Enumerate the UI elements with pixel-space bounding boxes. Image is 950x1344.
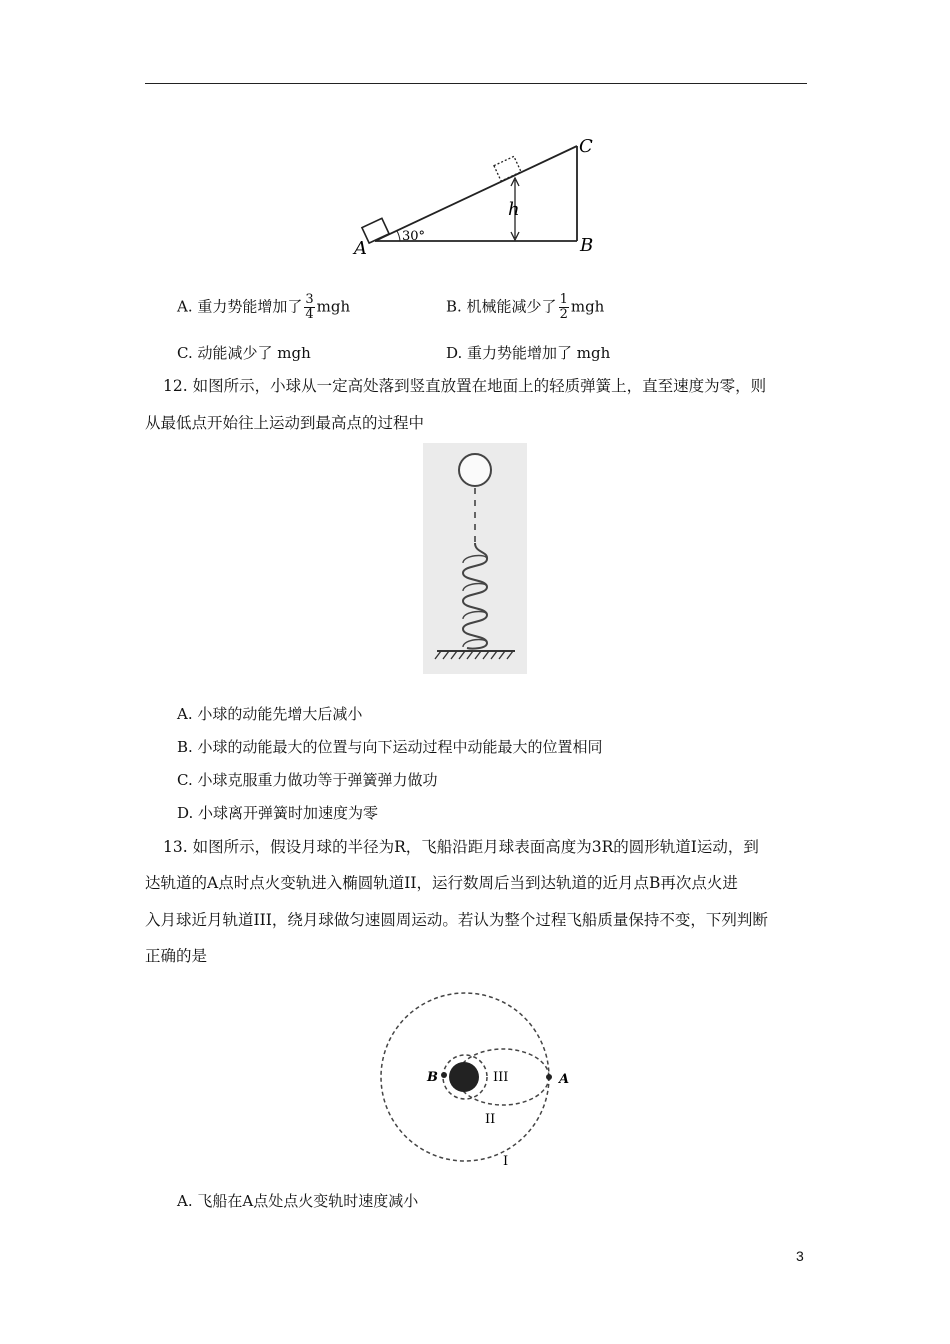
orbit-figure: [375, 983, 585, 1173]
label-I: I: [503, 1154, 509, 1169]
label-B: B: [580, 235, 594, 256]
label-II: II: [485, 1112, 496, 1127]
q13-line4: 正确的是: [145, 947, 208, 965]
q12-option-b: B. 小球的动能最大的位置与向下运动过程中动能最大的位置相同: [177, 738, 603, 756]
q12-option-c: C. 小球克服重力做功等于弹簧弹力做功: [177, 771, 438, 789]
q11-option-a: A. 重力势能增加了 $\frac{3}{4}$ mgh: [177, 292, 351, 322]
q13-option-a: A. 飞船在A点处点火变轨时速度减小: [177, 1192, 419, 1210]
label-III: III: [493, 1070, 509, 1085]
q12-line2: 从最低点开始往上运动到最高点的过程中: [145, 414, 425, 432]
label-A: A: [354, 238, 367, 259]
q12-option-d: D. 小球离开弹簧时加速度为零: [177, 804, 379, 822]
label-h: h: [508, 199, 520, 220]
q12-line1: 12. 如图所示，小球从一定高处落到竖直放置在地面上的轻质弹簧上，直至速度为零，则: [163, 377, 767, 395]
angle-label: 30°: [402, 229, 426, 244]
label-B: B: [427, 1070, 438, 1085]
label-C: C: [579, 136, 593, 157]
label-A: A: [559, 1072, 570, 1087]
q11-option-c: C. 动能减少了 mgh: [177, 344, 311, 362]
q13-line3: 入月球近月轨道III，绕月球做匀速圆周运动。若认为整个过程飞船质量保持不变，下列判断: [145, 911, 768, 929]
q12-option-a: A. 小球的动能先增大后减小: [177, 705, 363, 723]
q11-option-b: B. 机械能减少了 $\frac{1}{2}$ mgh: [446, 292, 605, 322]
spring-figure: [423, 443, 527, 674]
q13-line2: 达轨道的A点时点火变轨进入椭圆轨道II，运行数周后当到达轨道的近月点B再次点火进: [145, 874, 738, 892]
q11-option-d: D. 重力势能增加了 mgh: [446, 344, 611, 362]
incline-figure: [350, 130, 610, 260]
header-rule: [145, 83, 807, 84]
q13-line1: 13. 如图所示，假设月球的半径为R，飞船沿距月球表面高度为3R的圆形轨道Ⅰ运动，到: [163, 838, 759, 856]
page-number: 3: [796, 1248, 804, 1264]
